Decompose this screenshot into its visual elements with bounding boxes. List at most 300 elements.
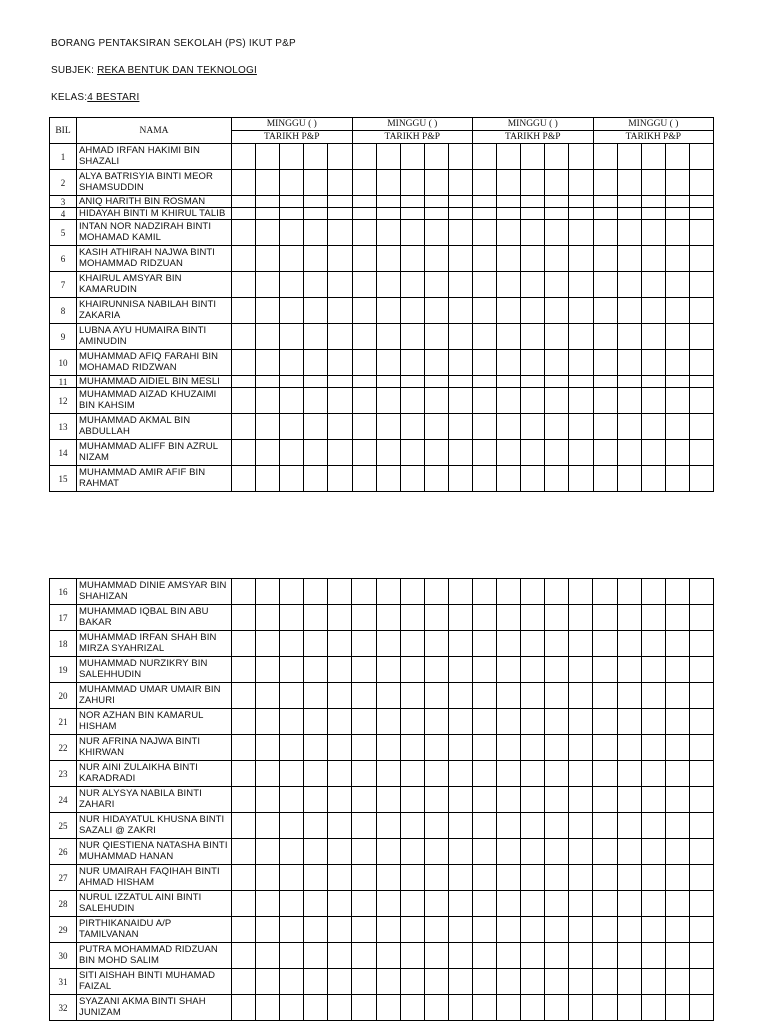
score-cell[interactable] [304,440,328,466]
score-cell[interactable] [376,350,400,376]
score-cell[interactable] [376,969,400,995]
score-cell[interactable] [689,995,713,1021]
score-cell[interactable] [593,917,617,943]
score-cell[interactable] [304,761,328,787]
score-cell[interactable] [232,813,256,839]
score-cell[interactable] [473,220,497,246]
score-cell[interactable] [545,631,569,657]
score-cell[interactable] [545,891,569,917]
score-cell[interactable] [497,350,521,376]
score-cell[interactable] [665,246,689,272]
score-cell[interactable] [617,995,641,1021]
score-cell[interactable] [256,917,280,943]
score-cell[interactable] [424,414,448,440]
score-cell[interactable] [232,414,256,440]
score-cell[interactable] [593,657,617,683]
score-cell[interactable] [641,440,665,466]
score-cell[interactable] [232,298,256,324]
score-cell[interactable] [400,813,424,839]
score-cell[interactable] [400,324,424,350]
score-cell[interactable] [328,414,352,440]
score-cell[interactable] [280,657,304,683]
score-cell[interactable] [376,298,400,324]
score-cell[interactable] [641,208,665,220]
score-cell[interactable] [497,196,521,208]
score-cell[interactable] [328,144,352,170]
score-cell[interactable] [617,891,641,917]
score-cell[interactable] [617,388,641,414]
score-cell[interactable] [328,709,352,735]
score-cell[interactable] [280,839,304,865]
score-cell[interactable] [497,787,521,813]
score-cell[interactable] [328,995,352,1021]
score-cell[interactable] [521,144,545,170]
score-cell[interactable] [472,683,496,709]
score-cell[interactable] [497,208,521,220]
score-cell[interactable] [497,579,521,605]
score-cell[interactable] [665,787,689,813]
score-cell[interactable] [521,787,545,813]
score-cell[interactable] [641,466,665,492]
score-cell[interactable] [521,631,545,657]
score-cell[interactable] [593,144,617,170]
score-cell[interactable] [352,579,376,605]
score-cell[interactable] [328,787,352,813]
score-cell[interactable] [304,324,328,350]
score-cell[interactable] [448,440,472,466]
score-cell[interactable] [689,298,713,324]
score-cell[interactable] [376,943,400,969]
score-cell[interactable] [473,170,497,196]
score-cell[interactable] [280,388,304,414]
score-cell[interactable] [256,144,280,170]
score-cell[interactable] [376,246,400,272]
score-cell[interactable] [521,220,545,246]
score-cell[interactable] [328,761,352,787]
score-cell[interactable] [641,631,665,657]
score-cell[interactable] [521,579,545,605]
score-cell[interactable] [376,144,400,170]
score-cell[interactable] [569,350,593,376]
score-cell[interactable] [593,631,617,657]
score-cell[interactable] [448,761,472,787]
score-cell[interactable] [545,943,569,969]
score-cell[interactable] [665,466,689,492]
score-cell[interactable] [400,144,424,170]
score-cell[interactable] [424,943,448,969]
score-cell[interactable] [665,144,689,170]
score-cell[interactable] [376,208,400,220]
score-cell[interactable] [256,298,280,324]
score-cell[interactable] [617,865,641,891]
score-cell[interactable] [304,943,328,969]
score-cell[interactable] [689,440,713,466]
score-cell[interactable] [352,440,376,466]
score-cell[interactable] [376,220,400,246]
score-cell[interactable] [376,196,400,208]
score-cell[interactable] [448,813,472,839]
score-cell[interactable] [232,388,256,414]
score-cell[interactable] [304,170,328,196]
score-cell[interactable] [232,376,256,388]
score-cell[interactable] [448,170,472,196]
score-cell[interactable] [473,208,497,220]
score-cell[interactable] [545,170,569,196]
score-cell[interactable] [665,414,689,440]
score-cell[interactable] [641,657,665,683]
score-cell[interactable] [304,220,328,246]
score-cell[interactable] [569,440,593,466]
score-cell[interactable] [665,170,689,196]
score-cell[interactable] [641,605,665,631]
score-cell[interactable] [689,272,713,298]
score-cell[interactable] [376,376,400,388]
score-cell[interactable] [280,605,304,631]
score-cell[interactable] [521,376,545,388]
score-cell[interactable] [424,579,448,605]
score-cell[interactable] [280,813,304,839]
score-cell[interactable] [280,917,304,943]
score-cell[interactable] [665,440,689,466]
score-cell[interactable] [473,388,497,414]
score-cell[interactable] [448,865,472,891]
score-cell[interactable] [545,324,569,350]
score-cell[interactable] [593,891,617,917]
score-cell[interactable] [232,466,256,492]
score-cell[interactable] [497,324,521,350]
score-cell[interactable] [328,657,352,683]
score-cell[interactable] [472,865,496,891]
score-cell[interactable] [545,839,569,865]
score-cell[interactable] [617,350,641,376]
score-cell[interactable] [424,144,448,170]
score-cell[interactable] [617,208,641,220]
score-cell[interactable] [569,865,593,891]
score-cell[interactable] [352,170,376,196]
score-cell[interactable] [497,995,521,1021]
score-cell[interactable] [521,324,545,350]
score-cell[interactable] [400,298,424,324]
score-cell[interactable] [352,995,376,1021]
score-cell[interactable] [569,246,593,272]
score-cell[interactable] [689,761,713,787]
score-cell[interactable] [280,196,304,208]
score-cell[interactable] [593,388,617,414]
score-cell[interactable] [424,839,448,865]
score-cell[interactable] [400,208,424,220]
score-cell[interactable] [376,917,400,943]
score-cell[interactable] [689,865,713,891]
score-cell[interactable] [689,969,713,995]
score-cell[interactable] [352,683,376,709]
score-cell[interactable] [617,376,641,388]
score-cell[interactable] [545,761,569,787]
score-cell[interactable] [593,787,617,813]
score-cell[interactable] [641,350,665,376]
score-cell[interactable] [352,761,376,787]
score-cell[interactable] [280,891,304,917]
score-cell[interactable] [424,761,448,787]
score-cell[interactable] [545,272,569,298]
score-cell[interactable] [689,350,713,376]
score-cell[interactable] [593,969,617,995]
score-cell[interactable] [593,605,617,631]
score-cell[interactable] [472,787,496,813]
score-cell[interactable] [424,657,448,683]
score-cell[interactable] [641,995,665,1021]
score-cell[interactable] [280,272,304,298]
score-cell[interactable] [689,466,713,492]
score-cell[interactable] [256,579,280,605]
score-cell[interactable] [448,631,472,657]
score-cell[interactable] [448,683,472,709]
score-cell[interactable] [448,709,472,735]
score-cell[interactable] [448,657,472,683]
score-cell[interactable] [376,787,400,813]
score-cell[interactable] [545,144,569,170]
score-cell[interactable] [593,995,617,1021]
score-cell[interactable] [497,969,521,995]
score-cell[interactable] [376,761,400,787]
score-cell[interactable] [665,865,689,891]
score-cell[interactable] [256,891,280,917]
score-cell[interactable] [689,246,713,272]
score-cell[interactable] [352,891,376,917]
score-cell[interactable] [665,813,689,839]
score-cell[interactable] [232,605,256,631]
score-cell[interactable] [400,787,424,813]
score-cell[interactable] [472,943,496,969]
score-cell[interactable] [256,735,280,761]
score-cell[interactable] [665,605,689,631]
score-cell[interactable] [304,995,328,1021]
score-cell[interactable] [521,865,545,891]
score-cell[interactable] [232,891,256,917]
score-cell[interactable] [497,144,521,170]
score-cell[interactable] [376,631,400,657]
score-cell[interactable] [472,917,496,943]
score-cell[interactable] [617,605,641,631]
score-cell[interactable] [256,943,280,969]
score-cell[interactable] [665,631,689,657]
score-cell[interactable] [400,995,424,1021]
score-cell[interactable] [689,196,713,208]
score-cell[interactable] [424,631,448,657]
score-cell[interactable] [328,813,352,839]
score-cell[interactable] [545,579,569,605]
score-cell[interactable] [545,787,569,813]
score-cell[interactable] [256,709,280,735]
score-cell[interactable] [689,735,713,761]
score-cell[interactable] [424,246,448,272]
score-cell[interactable] [593,208,617,220]
score-cell[interactable] [424,440,448,466]
score-cell[interactable] [256,969,280,995]
score-cell[interactable] [569,709,593,735]
score-cell[interactable] [689,891,713,917]
score-cell[interactable] [448,466,472,492]
score-cell[interactable] [521,414,545,440]
score-cell[interactable] [641,144,665,170]
score-cell[interactable] [424,917,448,943]
score-cell[interactable] [593,414,617,440]
score-cell[interactable] [400,735,424,761]
score-cell[interactable] [352,735,376,761]
score-cell[interactable] [689,208,713,220]
score-cell[interactable] [232,709,256,735]
score-cell[interactable] [376,324,400,350]
score-cell[interactable] [545,414,569,440]
score-cell[interactable] [304,813,328,839]
score-cell[interactable] [473,350,497,376]
score-cell[interactable] [593,246,617,272]
score-cell[interactable] [689,657,713,683]
score-cell[interactable] [569,917,593,943]
score-cell[interactable] [641,943,665,969]
score-cell[interactable] [665,376,689,388]
score-cell[interactable] [232,787,256,813]
score-cell[interactable] [545,350,569,376]
score-cell[interactable] [400,466,424,492]
score-cell[interactable] [521,605,545,631]
score-cell[interactable] [400,709,424,735]
score-cell[interactable] [665,579,689,605]
score-cell[interactable] [232,735,256,761]
score-cell[interactable] [328,917,352,943]
score-cell[interactable] [256,605,280,631]
score-cell[interactable] [376,440,400,466]
score-cell[interactable] [256,466,280,492]
score-cell[interactable] [232,865,256,891]
score-cell[interactable] [328,631,352,657]
score-cell[interactable] [617,709,641,735]
score-cell[interactable] [232,995,256,1021]
score-cell[interactable] [280,735,304,761]
score-cell[interactable] [376,865,400,891]
score-cell[interactable] [569,735,593,761]
score-cell[interactable] [569,761,593,787]
score-cell[interactable] [400,657,424,683]
score-cell[interactable] [232,579,256,605]
score-cell[interactable] [352,709,376,735]
score-cell[interactable] [665,709,689,735]
score-cell[interactable] [424,995,448,1021]
score-cell[interactable] [400,605,424,631]
score-cell[interactable] [352,466,376,492]
score-cell[interactable] [256,761,280,787]
score-cell[interactable] [400,917,424,943]
score-cell[interactable] [617,466,641,492]
score-cell[interactable] [448,350,472,376]
score-cell[interactable] [448,246,472,272]
score-cell[interactable] [352,657,376,683]
score-cell[interactable] [617,631,641,657]
score-cell[interactable] [569,414,593,440]
score-cell[interactable] [304,631,328,657]
score-cell[interactable] [424,196,448,208]
score-cell[interactable] [400,579,424,605]
score-cell[interactable] [665,208,689,220]
score-cell[interactable] [424,735,448,761]
score-cell[interactable] [641,735,665,761]
score-cell[interactable] [497,891,521,917]
score-cell[interactable] [328,196,352,208]
score-cell[interactable] [521,170,545,196]
score-cell[interactable] [641,298,665,324]
score-cell[interactable] [617,298,641,324]
score-cell[interactable] [569,787,593,813]
score-cell[interactable] [545,605,569,631]
score-cell[interactable] [521,735,545,761]
score-cell[interactable] [521,350,545,376]
score-cell[interactable] [232,208,256,220]
score-cell[interactable] [593,170,617,196]
score-cell[interactable] [448,605,472,631]
score-cell[interactable] [328,272,352,298]
score-cell[interactable] [641,272,665,298]
score-cell[interactable] [497,272,521,298]
score-cell[interactable] [448,272,472,298]
score-cell[interactable] [689,144,713,170]
score-cell[interactable] [472,735,496,761]
score-cell[interactable] [448,208,472,220]
score-cell[interactable] [521,943,545,969]
score-cell[interactable] [569,324,593,350]
score-cell[interactable] [400,350,424,376]
score-cell[interactable] [665,735,689,761]
score-cell[interactable] [376,170,400,196]
score-cell[interactable] [641,388,665,414]
score-cell[interactable] [497,917,521,943]
score-cell[interactable] [472,969,496,995]
score-cell[interactable] [472,709,496,735]
score-cell[interactable] [232,917,256,943]
score-cell[interactable] [497,388,521,414]
score-cell[interactable] [256,246,280,272]
score-cell[interactable] [232,196,256,208]
score-cell[interactable] [569,272,593,298]
score-cell[interactable] [352,208,376,220]
score-cell[interactable] [569,144,593,170]
score-cell[interactable] [448,891,472,917]
score-cell[interactable] [497,865,521,891]
score-cell[interactable] [617,787,641,813]
score-cell[interactable] [352,631,376,657]
score-cell[interactable] [545,246,569,272]
score-cell[interactable] [569,196,593,208]
score-cell[interactable] [665,969,689,995]
score-cell[interactable] [376,735,400,761]
score-cell[interactable] [569,631,593,657]
score-cell[interactable] [376,995,400,1021]
score-cell[interactable] [569,995,593,1021]
score-cell[interactable] [569,579,593,605]
score-cell[interactable] [521,657,545,683]
score-cell[interactable] [304,891,328,917]
score-cell[interactable] [448,995,472,1021]
score-cell[interactable] [665,839,689,865]
score-cell[interactable] [400,943,424,969]
score-cell[interactable] [376,466,400,492]
score-cell[interactable] [352,917,376,943]
score-cell[interactable] [569,220,593,246]
score-cell[interactable] [304,144,328,170]
score-cell[interactable] [665,388,689,414]
score-cell[interactable] [280,995,304,1021]
score-cell[interactable] [665,220,689,246]
score-cell[interactable] [497,631,521,657]
score-cell[interactable] [472,839,496,865]
